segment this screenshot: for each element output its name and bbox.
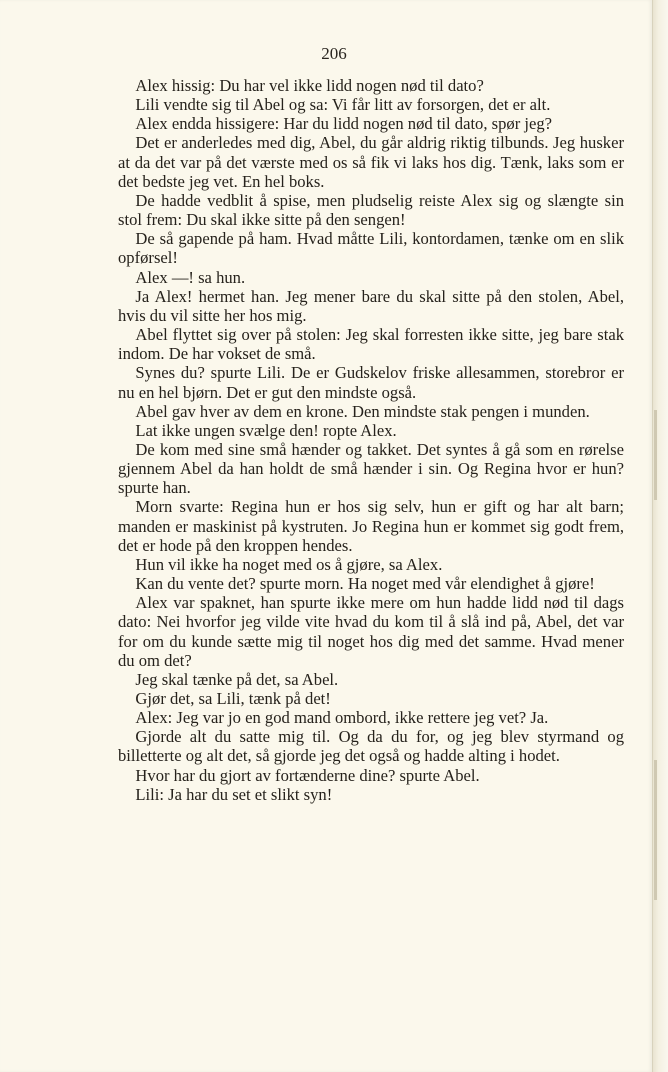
page-number: 206 xyxy=(321,44,347,63)
paragraph: Alex hissig: Du har vel ikke lidd nogen nød til dato? xyxy=(135,76,484,95)
paragraph: Gjorde alt du satte mig til. Og da du for, og jeg blev styrmand og billetterte og alt det, så gjorde jeg det også og hadde alting i hodet. xyxy=(118,727,624,766)
paragraph: Lili vendte sig til Abel og sa: Vi får litt av forsorgen, det er alt. xyxy=(135,95,551,115)
paragraph: Gjør det, sa Lili, tænk på det! xyxy=(135,689,331,708)
page-edge xyxy=(652,0,668,1072)
paragraph: De hadde vedblit å spise, men pludselig reiste Alex sig og slængte sin stol frem: Du skal ikke sitte på den sengen! xyxy=(118,190,624,230)
paragraph: De så gapende på ham. Hvad måtte Lili, kontordamen, tænke om en slik opførsel! xyxy=(118,229,624,268)
paragraph: Abel gav hver av dem en krone. Den mindste stak pengen i munden. xyxy=(135,401,590,421)
paragraph: Ja Alex! hermet han. Jeg mener bare du skal sitte på den stolen, Abel, hvis du vil sitte her hos mig. xyxy=(118,286,624,325)
paragraph: Hvor har du gjort av fortænderne dine? spurte Abel. xyxy=(135,765,480,785)
paragraph: Synes du? spurte Lili. De er Gudskelov friske allesammen, storebror er nu en hel bjørn. Det er gut den mindste også. xyxy=(118,363,624,402)
paragraph: Hun vil ikke ha noget med os å gjøre, sa Alex. xyxy=(135,554,443,574)
paragraph: Morn svarte: Regina hun er hos sig selv, hun er gift og har alt barn; manden er maskinist på kystruten. Jo Regina hun er kommet sig godt frem, det er hode på den kroppen hendes. xyxy=(118,497,624,555)
paragraph: De kom med sine små hænder og takket. Det syntes å gå som en rørelse gjennem Abel da han holdt de små hænder i sin. Og Regina hvor er hun? spurte han. xyxy=(118,439,624,498)
paragraph: Lat ikke ungen svælge den! ropte Alex. xyxy=(135,420,397,440)
paragraph: Abel flyttet sig over på stolen: Jeg skal forresten ikke sitte, jeg bare stak indom. De har vokset de små. xyxy=(118,325,624,364)
paragraph: Jeg skal tænke på det, sa Abel. xyxy=(135,669,339,689)
page-edge-mark xyxy=(654,410,657,500)
page-text xyxy=(118,76,624,804)
paragraph: Alex: Jeg var jo en god mand ombord, ikke rettere jeg vet? Ja. xyxy=(135,708,549,728)
paragraph: Lili: Ja har du set et slikt syn! xyxy=(135,784,333,804)
paragraph: Alex var spaknet, han spurte ikke mere om hun hadde lidd nød til dags dato: Nei hvorfor jeg vilde vite hvad du kom til å slå ind på, Abel, det var for om du kunde sætte mig til noget hos dig med det samme. Hvad mener du om det? xyxy=(118,593,624,670)
paragraph: Det er anderledes med dig, Abel, du går aldrig riktig tilbunds. Jeg husker at da det var på det værste med os så fik vi laks hos dig. Tænk, laks som er det bedste jeg vet. En hel boks. xyxy=(118,133,624,191)
paragraph: Kan du vente det? spurte morn. Ha noget med vår elendighet å gjøre! xyxy=(135,574,595,594)
paragraph: Alex —! sa hun. xyxy=(135,267,246,287)
page-edge-mark xyxy=(654,760,657,900)
paragraph: Alex endda hissigere: Har du lidd nogen nød til dato, spør jeg? xyxy=(135,114,553,134)
